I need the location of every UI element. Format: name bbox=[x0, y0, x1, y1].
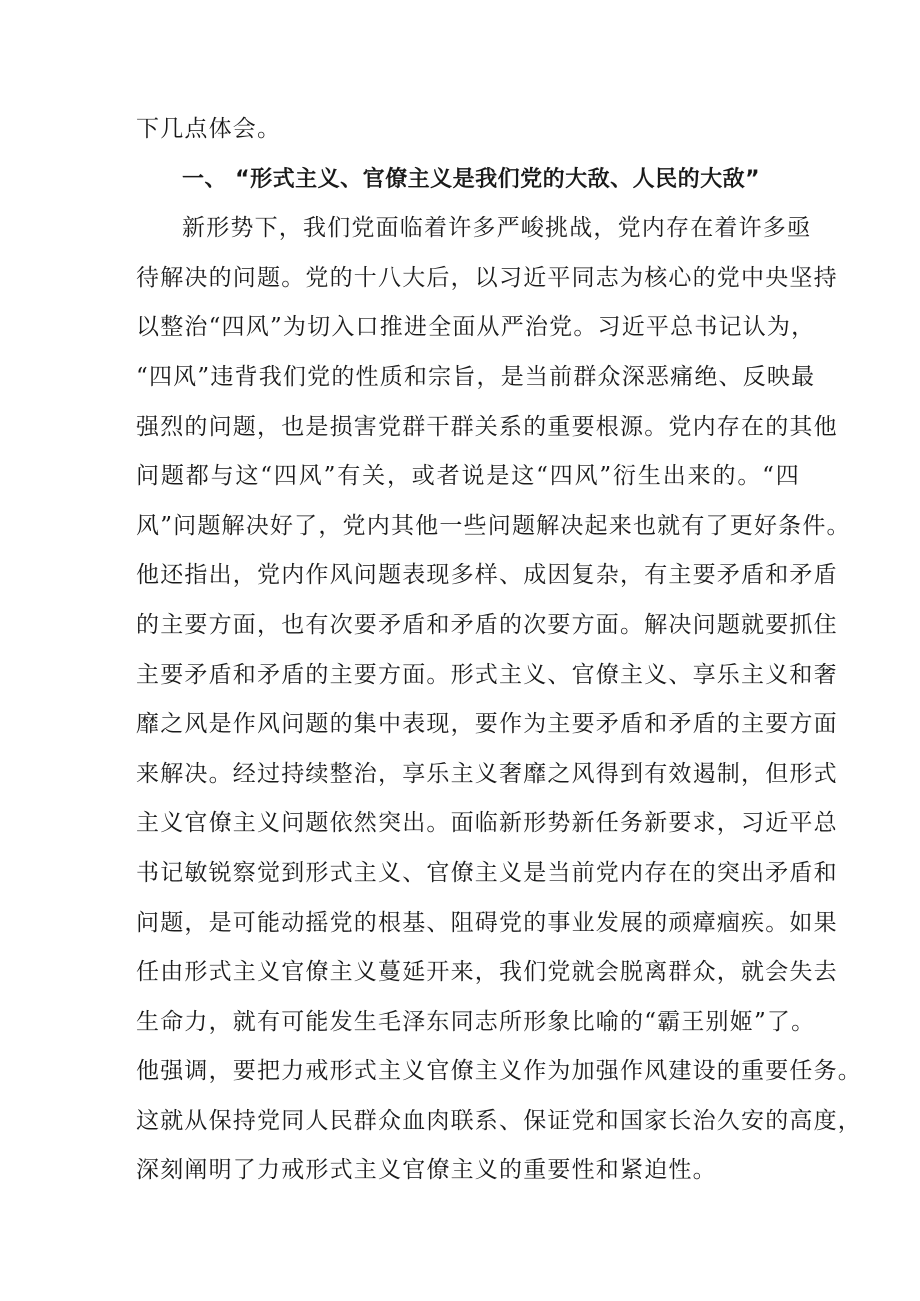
paragraph-line: 以整治“四风”为切入口推进全面从严治党。习近平总书记认为， bbox=[136, 314, 816, 341]
paragraph-line: 问题，是可能动摇党的根基、阻碍党的事业发展的顽瘴痼疾。如果 bbox=[136, 909, 838, 936]
paragraph-line: 靡之风是作风问题的集中表现，要作为主要矛盾和矛盾的主要方面 bbox=[136, 711, 838, 738]
lead-line: 下几点体会。 bbox=[136, 116, 282, 142]
paragraph-line: 风”问题解决好了，党内其他一些问题解决起来也就有了更好条件。 bbox=[136, 512, 851, 539]
section-heading: 一、 “形式主义、官僚主义是我们党的大敌、人民的大敌” bbox=[182, 166, 761, 192]
paragraph-line: 的主要方面，也有次要矛盾和矛盾的次要方面。解决问题就要抓住 bbox=[136, 611, 838, 638]
paragraph-line: 这就从保持党同人民群众血肉联系、保证党和国家长治久安的高度， bbox=[136, 1107, 862, 1134]
paragraph-line: 问题都与这“四风”有关，或者说是这“四风”衍生出来的。“四 bbox=[136, 463, 800, 490]
paragraph-line: 他强调，要把力戒形式主义官僚主义作为加强作风建设的重要任务。 bbox=[136, 1058, 862, 1085]
paragraph-line: 任由形式主义官僚主义蔓延开来，我们党就会脱离群众，就会失去 bbox=[136, 959, 838, 986]
paragraph-line: 主义官僚主义问题依然突出。面临新形势新任务新要求，习近平总 bbox=[136, 810, 838, 837]
paragraph-line: 待解决的问题。党的十八大后，以习近平同志为核心的党中央坚持 bbox=[136, 264, 838, 291]
paragraph-line: “四风”违背我们党的性质和宗旨，是当前群众深恶痛绝、反映最 bbox=[136, 363, 816, 390]
paragraph-line: 强烈的问题，也是损害党群干群关系的重要根源。党内存在的其他 bbox=[136, 413, 838, 440]
paragraph-line: 主要矛盾和矛盾的主要方面。形式主义、官僚主义、享乐主义和奢 bbox=[136, 661, 838, 688]
paragraph-line: 生命力，就有可能发生毛泽东同志所形象比喻的“霸王别姬”了。 bbox=[136, 1008, 816, 1035]
paragraph-line: 来解决。经过持续整治，享乐主义奢靡之风得到有效遏制，但形式 bbox=[136, 760, 838, 787]
paragraph-line: 深刻阐明了力戒形式主义官僚主义的重要性和紧迫性。 bbox=[136, 1157, 717, 1184]
document-body bbox=[136, 105, 862, 1196]
paragraph-line: 书记敏锐察觉到形式主义、官僚主义是当前党内存在的突出矛盾和 bbox=[136, 859, 838, 886]
paragraph-line: 新形势下，我们党面临着许多严峻挑战，党内存在着许多亟 bbox=[182, 215, 812, 242]
paragraph-line: 他还指出，党内作风问题表现多样、成因复杂，有主要矛盾和矛盾 bbox=[136, 562, 838, 589]
paragraph bbox=[136, 204, 862, 1196]
